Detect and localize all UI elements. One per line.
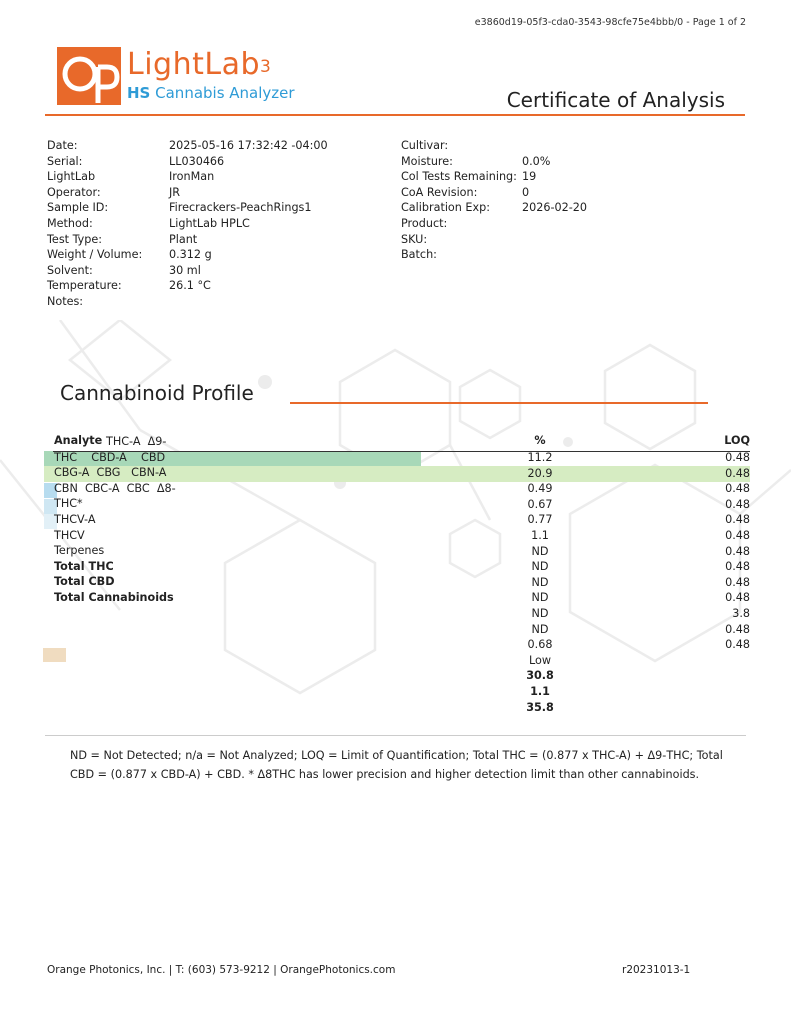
percent-value: ND <box>531 560 549 574</box>
page-title: Certificate of Analysis <box>506 88 725 112</box>
analyte-line: CBN CBC-A CBC Δ8- <box>54 481 176 495</box>
analyte-line: THCV <box>54 528 85 542</box>
header-divider <box>45 114 745 116</box>
percent-value: 20.9 <box>527 466 553 480</box>
loq-value: 0.48 <box>725 482 750 496</box>
loq-value: 0.48 <box>725 513 750 527</box>
percent-value: 0.77 <box>527 513 553 527</box>
analyte-line: Terpenes <box>54 544 105 558</box>
loq-value: 0.48 <box>725 451 750 464</box>
info-label: Method: <box>47 216 93 230</box>
percent-value: Low <box>528 653 552 667</box>
loq-value: 0.48 <box>725 560 750 574</box>
percent-value: ND <box>531 544 549 558</box>
loq-value: 0.48 <box>725 466 750 480</box>
info-value <box>522 247 587 263</box>
percent-value: 1.1 <box>531 528 549 542</box>
loq-value: 3.8 <box>732 606 750 620</box>
info-value: Plant <box>169 232 198 246</box>
loq-column <box>690 450 750 653</box>
table-header-pct <box>500 434 580 447</box>
brand-sub-bold: HS <box>127 84 151 102</box>
info-value: LL030466 <box>169 154 225 168</box>
info-value: 2025-05-16 17:32:42 -04:00 <box>169 139 328 152</box>
info-value: IronMan <box>169 170 215 184</box>
info-label: Col Tests Remaining: <box>401 170 517 184</box>
percent-value: ND <box>531 622 549 636</box>
col-analyte-label: Analyte <box>54 434 103 447</box>
info-value: 0.312 g <box>169 248 212 262</box>
loq-value: 0.48 <box>725 497 750 511</box>
document-id: e3860d19-05f3-cda0-3543-98cfe75e4bbb/0 - Page 1 of 2 <box>474 17 746 28</box>
percent-value: ND <box>531 606 549 620</box>
analyte-line: CBG-A CBG CBN-A <box>54 466 167 480</box>
percent-value: 0.68 <box>527 638 553 652</box>
info-label: Product: <box>401 216 448 230</box>
info-right-labels <box>401 138 517 263</box>
info-value <box>522 138 587 154</box>
info-label: LightLab <box>47 170 96 184</box>
brand-name-text: LightLab <box>127 47 261 82</box>
loq-value: 0.48 <box>725 544 750 558</box>
info-label: Moisture: <box>401 154 453 168</box>
info-label: Test Type: <box>47 232 103 246</box>
loq-value: 0.48 <box>725 591 750 605</box>
info-label: Notes: <box>47 294 84 308</box>
col-loq-label: LOQ <box>724 434 750 447</box>
footer-revision: r20231013-1 <box>622 964 691 976</box>
info-value <box>169 294 328 310</box>
info-label: Temperature: <box>47 279 122 293</box>
info-left-labels <box>47 138 142 310</box>
legend-swatch <box>43 648 66 662</box>
lightlab-logo-icon <box>57 47 121 105</box>
info-value: 0.0% <box>522 154 551 168</box>
footnote: ND = Not Detected; n/a = Not Analyzed; LOQ = Limit of Quantification; Total THC = (0.877 x THC-A) + Δ9-THC; Total CBD = (0.877 x CBD-A) + CBD. * Δ8THC has lower precision and higher detection limit than other cannabinoids. <box>70 749 723 781</box>
brand-subtitle <box>127 84 295 102</box>
percent-value: 0.67 <box>527 497 553 511</box>
info-right-values <box>522 138 587 263</box>
info-left-values <box>169 138 328 310</box>
percent-value: 30.8 <box>526 669 554 683</box>
info-label: Sample ID: <box>47 201 109 215</box>
info-value: 0 <box>522 185 530 199</box>
info-value <box>522 216 587 232</box>
info-label: Calibration Exp: <box>401 201 490 215</box>
info-label: Serial: <box>47 154 83 168</box>
loq-value: 0.48 <box>725 528 750 542</box>
info-label: Date: <box>47 139 78 152</box>
info-label: Cultivar: <box>401 139 449 152</box>
info-label: Operator: <box>47 185 101 199</box>
info-value: 26.1 °C <box>169 279 211 293</box>
info-value <box>522 232 587 248</box>
percent-column <box>500 450 580 715</box>
analyte-line: Total CBD <box>54 575 115 589</box>
info-value: 30 ml <box>169 263 201 277</box>
brand-suffix: 3 <box>260 57 272 77</box>
section-divider <box>290 402 708 404</box>
info-value: JR <box>169 185 181 199</box>
loq-value: 0.48 <box>725 622 750 636</box>
analyte-line: THC-A Δ9- <box>106 435 167 448</box>
analyte-line: THCV-A <box>54 512 96 526</box>
info-value: LightLab HPLC <box>169 216 250 230</box>
loq-value: 0.48 <box>725 575 750 589</box>
info-label: CoA Revision: <box>401 185 478 199</box>
analyte-line: THC CBD-A CBD <box>54 450 166 464</box>
info-label: SKU: <box>401 232 428 246</box>
col-pct-label: % <box>534 434 546 447</box>
info-value: 19 <box>522 170 537 184</box>
info-value: Firecrackers-PeachRings1 <box>169 201 312 215</box>
analyte-line: Total Cannabinoids <box>54 590 174 604</box>
percent-value: ND <box>531 575 549 589</box>
info-label: Solvent: <box>47 263 93 277</box>
info-label: Weight / Volume: <box>47 248 143 262</box>
footnote-divider <box>45 735 746 736</box>
loq-value: 0.48 <box>725 638 750 652</box>
info-label: Batch: <box>401 248 437 262</box>
analyte-line: Total THC <box>54 559 114 573</box>
analyte-line: THC* <box>54 497 83 511</box>
percent-value: 35.8 <box>526 700 554 714</box>
brand-sub-text: Cannabis Analyzer <box>155 84 295 102</box>
percent-value: 0.49 <box>527 482 553 496</box>
brand-name <box>127 47 271 82</box>
analyte-column <box>54 434 176 606</box>
footer-company: Orange Photonics, Inc. | T: (603) 573-9212 | OrangePhotonics.com <box>47 964 396 976</box>
percent-value: ND <box>531 591 549 605</box>
section-title: Cannabinoid Profile <box>60 381 254 405</box>
table-header-loq <box>690 434 750 447</box>
percent-value: 1.1 <box>530 684 550 698</box>
percent-value: 11.2 <box>527 451 553 464</box>
info-value: 2026-02-20 <box>522 201 588 215</box>
